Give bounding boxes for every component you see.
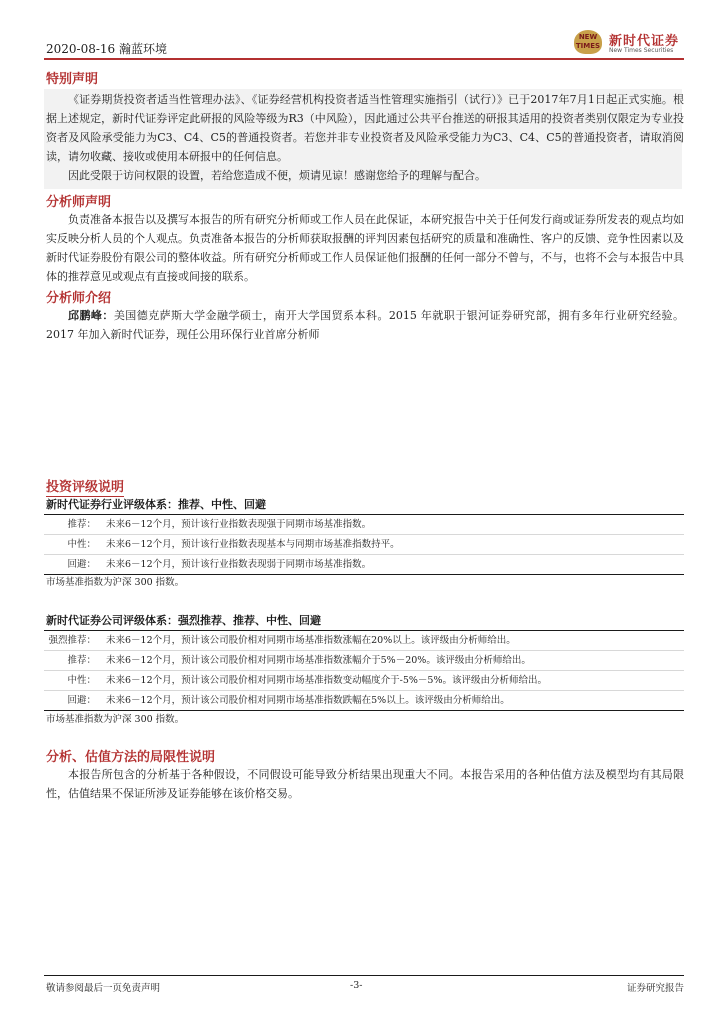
limitations-para: 本报告所包含的分析基于各种假设，不同假设可能导致分析结果出现重大不同。本报告采用的各种估值方法及模型均有其局限性，估值结果不保证所涉及证券能够在该价格交易。 xyxy=(46,768,684,800)
special-statement-para2: 因此受限于访问权限的设置，若给您造成不便，烦请见谅！感谢您给予的理解与配合。 xyxy=(68,169,486,182)
rating-desc: 未来6－12个月，预计该行业指数表现基本与同期市场基准指数持平。 xyxy=(106,539,400,550)
rating-name: 中性： xyxy=(67,539,96,550)
analyst-statement-title: 分析师声明 xyxy=(46,195,112,210)
analyst-bio: 美国德克萨斯大学金融学硕士，南开大学国贸系本科。2015 年就职于银河证券研究部，拥有多年行业研究经验。2017 年加入新时代证券，现任公用环保行业首席分析师 xyxy=(46,309,684,341)
analyst-name: 邱鹏峰： xyxy=(68,309,114,322)
logo-cn-text: 新时代证券 xyxy=(609,34,680,49)
rating-name: 中性： xyxy=(67,675,96,686)
analyst-intro-title: 分析师介绍 xyxy=(46,291,112,306)
company-logo xyxy=(574,30,686,56)
footer-disclaimer-ref: 敬请参阅最后一页免责声明 xyxy=(46,983,161,994)
special-statement-title: 特别声明 xyxy=(46,72,99,87)
rating-name: 推荐： xyxy=(67,655,96,666)
rating-desc: 未来6－12个月，预计该行业指数表现弱于同期市场基准指数。 xyxy=(106,559,372,570)
footer-report-type: 证券研究报告 xyxy=(626,983,684,994)
industry-rating-note: 市场基准指数为沪深 300 指数。 xyxy=(46,577,185,588)
company-rating-title: 新时代证券公司评级体系：强烈推荐、推荐、中性、回避 xyxy=(46,614,321,627)
header-rule xyxy=(44,58,684,60)
company-rating-note: 市场基准指数为沪深 300 指数。 xyxy=(46,714,185,725)
analyst-intro-para xyxy=(46,306,684,344)
table-row xyxy=(44,515,684,535)
company-rating-table xyxy=(44,630,684,711)
table-row xyxy=(44,555,684,574)
rating-name: 强烈推荐： xyxy=(48,635,96,646)
special-statement-para1: 《证券期货投资者适当性管理办法》、《证券经营机构投资者适当性管理实施指引（试行）》已于2017年7月1日起正式实施。根据上述规定，新时代证券评定此研报的风险等级为R3（中风险），因此通过公共平台推送的研报其适用的投资者类别仅限定为专业投资者及风险承受能力为C3、C4、C5的普通投资者。若您并非专业投资者及风险承受能力为C3、C4、C5的普通投资者，请取消阅读，请勿收藏、接收或使用本研报中的任何信息。 xyxy=(46,93,684,163)
rating-desc: 未来6－12个月，预计该行业指数表现强于同期市场基准指数。 xyxy=(106,519,372,530)
table-row xyxy=(44,535,684,555)
table-row xyxy=(44,671,684,691)
industry-rating-title: 新时代证券行业评级体系：推荐、中性、回避 xyxy=(46,498,266,511)
rating-title: 投资评级说明 xyxy=(46,476,124,497)
analyst-statement-para: 负责准备本报告以及撰写本报告的所有研究分析师或工作人员在此保证，本研究报告中关于任何发行商或证券所发表的观点均如实反映分析人员的个人观点。负责准备本报告的分析师获取报酬的评判因素包括研究的质量和准确性、客户的反馈、竞争性因素以及新时代证券股份有限公司的整体收益。所有研究分析师或工作人员保证他们报酬的任何一部分不曾与，不与，也将不会与本报告中具体的推荐意见或观点有直接或间接的联系。 xyxy=(46,213,684,283)
limitations-title: 分析、估值方法的局限性说明 xyxy=(46,750,216,765)
rating-desc: 未来6－12个月，预计该公司股价相对同期市场基准指数变动幅度介于-5%－5%。该评级由分析师给出。 xyxy=(106,675,547,686)
table-row xyxy=(44,631,684,651)
footer-page-number: -3- xyxy=(350,980,363,991)
header-date-sector: 2020-08-16 瀚蓝环境 xyxy=(46,42,168,56)
rating-desc: 未来6－12个月，预计该公司股价相对同期市场基准指数涨幅介于5%－20%。该评级由分析师给出。 xyxy=(106,655,531,666)
logo-en-text: New Times Securities xyxy=(609,47,674,54)
rating-desc: 未来6－12个月，预计该公司股价相对同期市场基准指数涨幅在20%以上。该评级由分析师给出。 xyxy=(106,635,516,646)
industry-rating-table xyxy=(44,514,684,575)
logo-emblem-icon: NEW TIMES xyxy=(574,30,602,54)
rating-name: 推荐： xyxy=(67,519,96,530)
rating-desc: 未来6－12个月，预计该公司股价相对同期市场基准指数跌幅在5%以上。该评级由分析师给出。 xyxy=(106,695,510,706)
footer-rule xyxy=(44,975,684,976)
rating-name: 回避： xyxy=(67,695,96,706)
table-row xyxy=(44,691,684,710)
rating-name: 回避： xyxy=(67,559,96,570)
table-row xyxy=(44,651,684,671)
